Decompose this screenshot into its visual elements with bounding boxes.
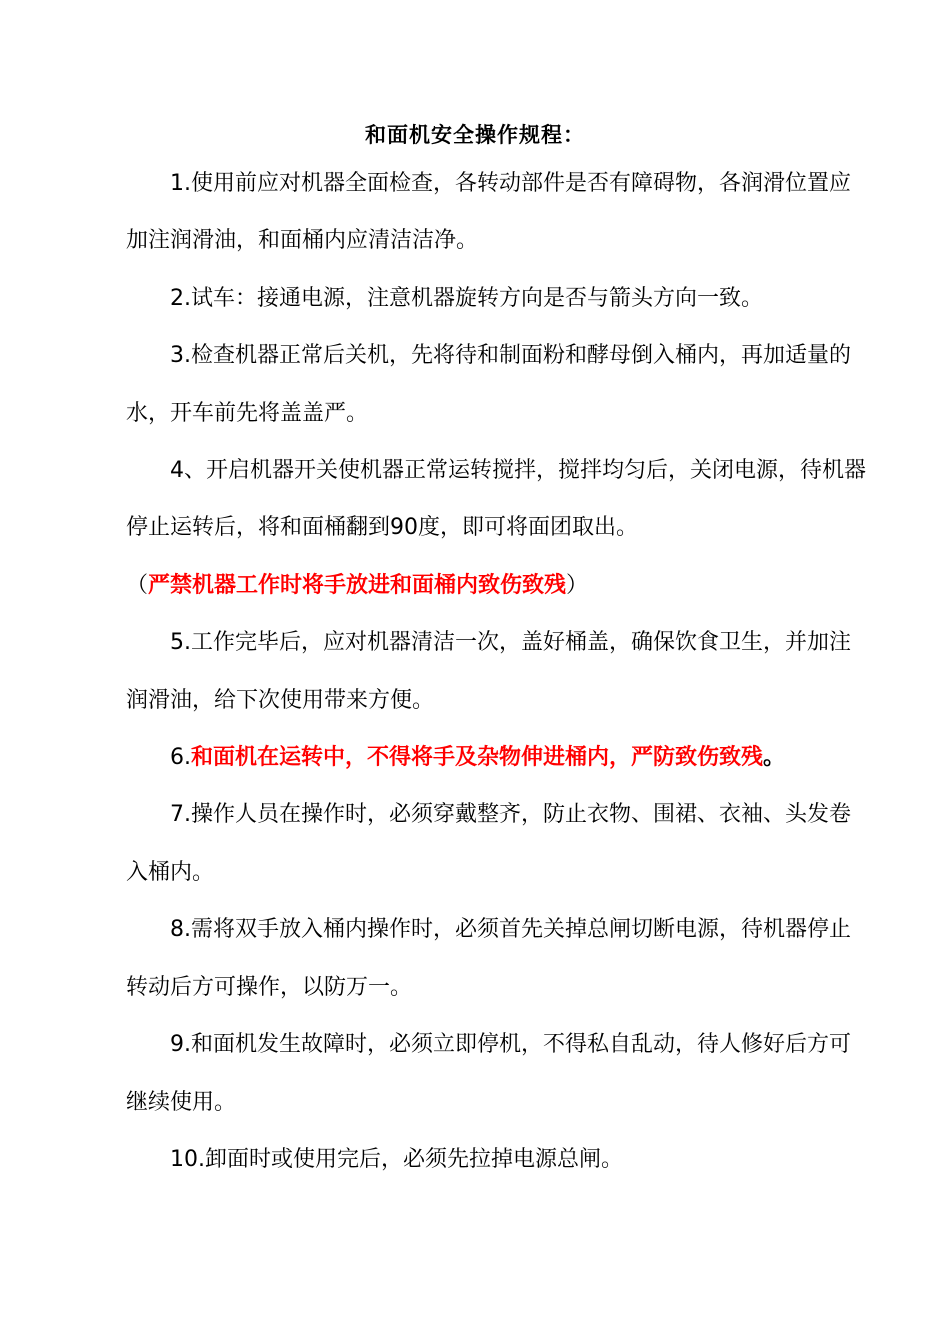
paragraph-3: 3.检查机器正常后关机，先将待和制面粉和酵母倒入桶内，再加适量的水，开车前先将盖盖严。 [126, 343, 851, 426]
paragraph-1: 1.使用前应对机器全面检查，各转动部件是否有障碍物，各润滑位置应加注润滑油，和面桶内应清洁洁净。 [126, 171, 851, 254]
document-body [126, 155, 868, 1188]
paragraph-9: 9.和面机发生故障时，必须立即停机，不得私自乱动，待人修好后方可继续使用。 [126, 1032, 851, 1115]
paragraph-4: 4、开启机器开关使机器正常运转搅拌，搅拌均匀后，关闭电源，待机器停止运转后，将和面桶翻到90度，即可将面团取出。 [126, 458, 866, 541]
warning-note [126, 557, 868, 614]
paragraph-8: 8.需将双手放入桶内操作时，必须首先关掉总闸切断电源，待机器停止转动后方可操作，以防万一。 [126, 917, 851, 1000]
warning-text: 严禁机器工作时将手放进和面桶内致伤致残 [148, 572, 567, 598]
paragraph-7: 7.操作人员在操作时，必须穿戴整齐，防止衣物、围裙、衣袖、头发卷入桶内。 [126, 802, 851, 885]
paragraph-10: 10.卸面时或使用完后，必须先拉掉电源总闸。 [170, 1146, 623, 1172]
warning-close-paren: ） [566, 572, 589, 598]
warning-open-paren: （ [126, 572, 149, 598]
paragraph-5: 5.工作完毕后，应对机器清洁一次，盖好桶盖，确保饮食卫生，并加注润滑油，给下次使用带来方便。 [126, 630, 851, 713]
paragraph-6-period: 。 [763, 745, 786, 771]
paragraph-6-number: 6. [170, 745, 191, 771]
paragraph-6-warning: 和面机在运转中，不得将手及杂物伸进桶内，严防致伤致残 [191, 745, 764, 771]
paragraph-2: 2.试车：接通电源，注意机器旋转方向是否与箭头方向一致。 [170, 285, 763, 311]
paragraph-6 [126, 729, 868, 786]
document-title: 和面机安全操作规程： [365, 123, 585, 147]
